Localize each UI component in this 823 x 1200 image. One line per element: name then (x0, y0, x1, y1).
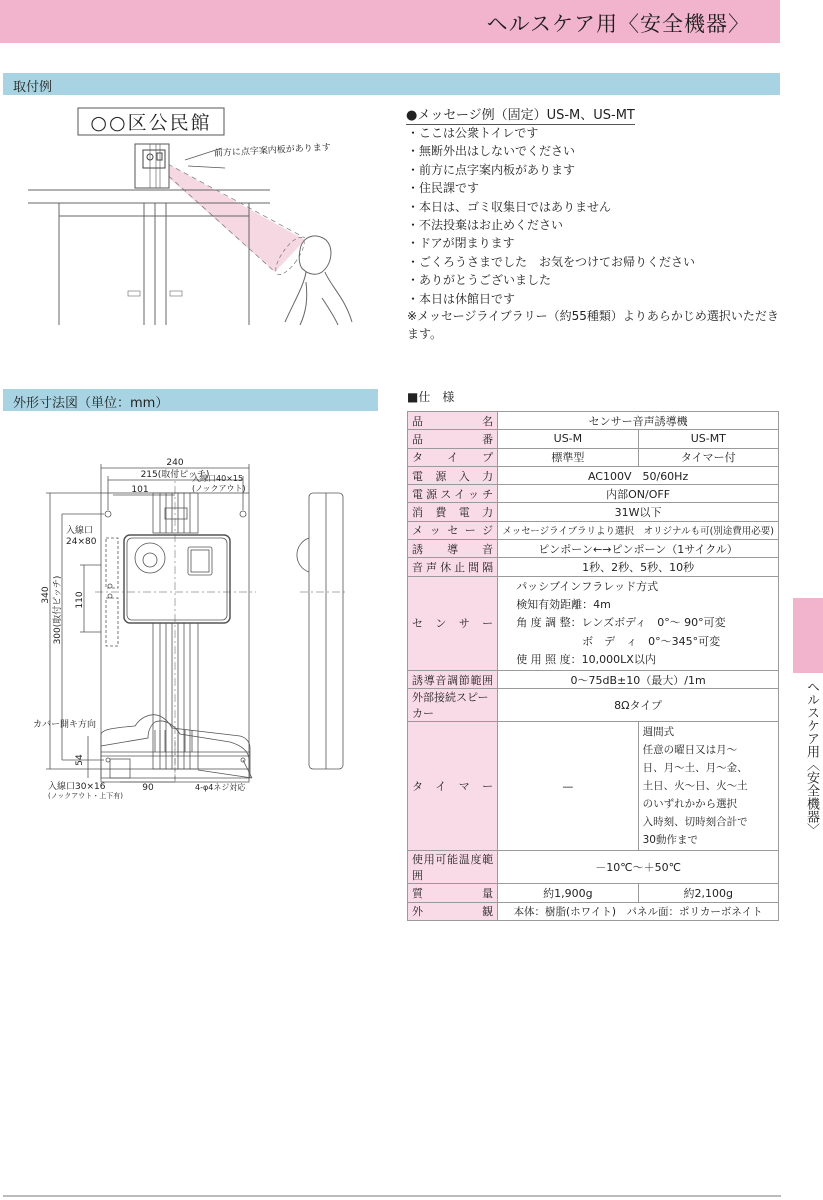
spec-label: メッセージ (408, 521, 498, 539)
spec-value: ピンポーン←→ピンポーン（1サイクル） (498, 540, 779, 558)
message-library-note: ※メッセージライブラリー（約55種類）よりあらかじめ選択いただきます。 (407, 309, 779, 342)
section-install-example (3, 73, 780, 95)
spec-value: 31W以下 (498, 503, 779, 521)
spec-value-us-mt: タイマー付 (638, 448, 778, 466)
table-row (408, 722, 779, 851)
message-list (407, 124, 787, 308)
footer-divider (3, 1195, 781, 1197)
table-row (408, 851, 779, 884)
spec-value-us-mt: 週間式 任意の曜日又は月～ 日、月～土、月～金、 土日、火～日、火～土 のいずれかから選択 入時刻、切時刻合計で 30動作まで (638, 722, 778, 851)
page-title: ヘルスケア用〈安全機器〉 (486, 12, 750, 36)
table-row (408, 466, 779, 484)
spec-value-us-mt: 約2,100g (638, 884, 778, 902)
spec-title: ■仕 様 (407, 390, 455, 404)
spec-value-us-m: US-M (498, 430, 638, 448)
spec-label: センサー (408, 576, 498, 670)
table-row (408, 576, 779, 670)
dim-240: 240 (166, 458, 184, 468)
table-row (408, 884, 779, 902)
dim-340: 340 (41, 586, 51, 604)
spec-value: 本体：樹脂(ホワイト) パネル面：ポリカーボネイト (498, 902, 779, 920)
spec-label: 電源スイッチ (408, 485, 498, 503)
table-row (408, 412, 779, 430)
table-row (408, 558, 779, 576)
table-row (408, 485, 779, 503)
dim-cover-dir: カバー開キ方向 (33, 720, 97, 730)
dim-knockout-top-sub: (ノックアウト) (192, 484, 246, 493)
message-item: ・前方に点字案内板があります (407, 162, 576, 177)
message-item: ・ごくろうさまでした お気をつけてお帰りください (407, 254, 696, 269)
spec-value: AC100V 50/60Hz (498, 466, 779, 484)
dim-inlet-bottom-sub: (ノックアウト・上下有) (48, 792, 123, 800)
spec-label: 外観 (408, 902, 498, 920)
spec-value-us-m: 約1,900g (498, 884, 638, 902)
message-item: ・ドアが閉まります (407, 236, 515, 251)
spec-label: タイプ (408, 448, 498, 466)
spec-value: 内部ON/OFF (498, 485, 779, 503)
message-item: ・ここは公衆トイレです (407, 126, 539, 140)
section-title: 取付例 (13, 80, 53, 95)
table-row (408, 430, 779, 448)
speech-text: 前方に点字案内板があります (213, 142, 332, 159)
section-dimensions (3, 389, 378, 411)
spec-label: 誘導音 (408, 540, 498, 558)
message-item: ・無断外出はしないでください (407, 144, 576, 159)
spec-value: 8Ωタイプ (498, 689, 779, 722)
spec-label: 外部接続スピーカー (408, 689, 498, 722)
message-item: ・本日は、ゴミ収集日ではありません (407, 199, 612, 214)
message-item: ・本日は休館日です (407, 291, 516, 306)
install-illustration (0, 100, 400, 340)
dim-inlet-side: 入線口 (66, 526, 94, 536)
spec-label: 品番 (408, 430, 498, 448)
table-row (408, 540, 779, 558)
spec-label: 質量 (408, 884, 498, 902)
spec-value-us-m: — (498, 722, 638, 851)
dim-inlet-bottom: 入線口30×16 (48, 782, 106, 792)
dim-54: 54 (75, 754, 85, 766)
spec-value: センサー音声誘導機 (498, 412, 779, 430)
spec-label: 電源入力 (408, 466, 498, 484)
spec-value: メッセージライブラリより選択 オリジナルも可(別途費用必要) (498, 521, 779, 539)
spec-value-us-m: 標準型 (498, 448, 638, 466)
section-title: 外形寸法図（単位：mm） (13, 396, 169, 411)
dim-inlet-side-size: 24×80 (66, 537, 97, 547)
spec-value-us-mt: US-MT (638, 430, 778, 448)
table-row (408, 521, 779, 539)
spec-table (407, 411, 779, 921)
dim-knockout-top: 入線口40×15 (192, 474, 244, 483)
message-item: ・ありがとうございました (407, 273, 552, 288)
spec-label: タイマー (408, 722, 498, 851)
dim-300: 300(取付ピッチ) (53, 575, 63, 645)
sign-text: ○○区公民館 (90, 112, 212, 134)
table-row (408, 503, 779, 521)
spec-label: 消費電力 (408, 503, 498, 521)
side-tab-label: ヘルスケア用〈安全機器〉 (804, 680, 819, 836)
message-item: ・不法投棄はお止めください (407, 218, 564, 233)
spec-label: 誘導音調節範囲 (408, 671, 498, 689)
table-row (408, 671, 779, 689)
dim-101: 101 (131, 485, 149, 495)
message-example-title: ●メッセージ例（固定）US-M、US-MT (406, 104, 635, 125)
spec-label: 品名 (408, 412, 498, 430)
spec-value: 1秒、2秒、5秒、10秒 (498, 558, 779, 576)
table-row (408, 902, 779, 920)
dim-110: 110 (75, 591, 85, 609)
table-row (408, 689, 779, 722)
table-row (408, 448, 779, 466)
header-bar (0, 0, 780, 43)
spec-label: 使用可能温度範囲 (408, 851, 498, 884)
spec-label: 音声休止間隔 (408, 558, 498, 576)
spec-value: －10℃～＋50℃ (498, 851, 779, 884)
dim-90: 90 (142, 783, 154, 793)
spec-value: 0～75dB±10（最大）/1m (498, 671, 779, 689)
side-tab-marker (793, 598, 823, 673)
bottom-view-drawing (0, 710, 400, 800)
dim-215: 215(取付ピッチ) (140, 470, 210, 480)
message-item: ・住民課です (407, 181, 480, 196)
spec-value-sensor: パッシブインフラレッド方式 検知有効距離：4m 角 度 調 整：レンズボディ 0°～ 90°可変 ボ デ ィ 0°～345°可変 使 用 照 度：10,000LX以内 (498, 576, 779, 670)
dim-screws: 4-φ4ネジ対応 (195, 783, 246, 792)
